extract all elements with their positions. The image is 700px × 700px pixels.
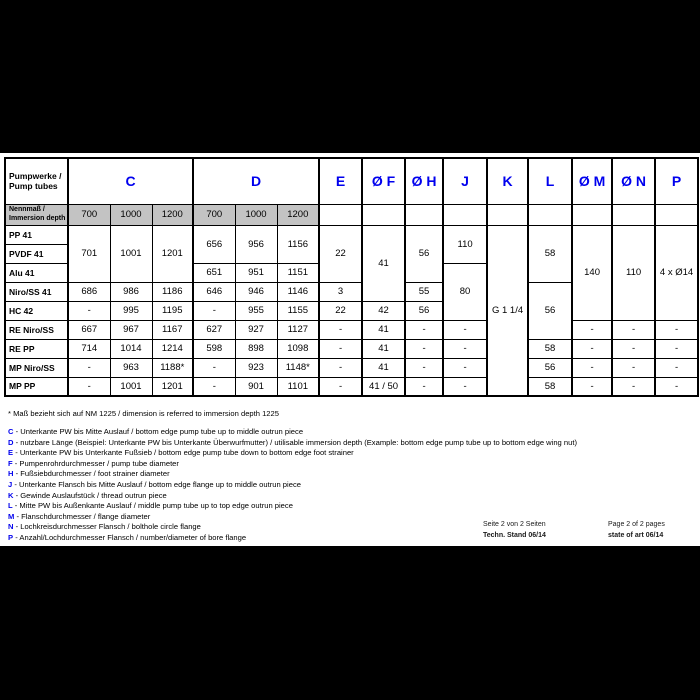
legend-text: - Fußsiebdurchmesser / foot strainer diameter xyxy=(13,469,170,479)
value-cell: - xyxy=(572,339,612,358)
value-cell: 901 xyxy=(235,377,277,396)
value-cell: 56 xyxy=(405,225,443,282)
value-cell: 923 xyxy=(235,358,277,377)
value-cell: 1167 xyxy=(152,320,193,339)
value-cell: - xyxy=(319,320,362,339)
footnote: * Maß bezieht sich auf NM 1225 / dimension is referred to immersion depth 1225 xyxy=(8,409,279,418)
value-cell: 110 xyxy=(612,225,655,320)
value-cell: 58 xyxy=(528,225,572,282)
value-cell: - xyxy=(612,377,655,396)
column-header-øh: Ø H xyxy=(405,158,443,204)
value-cell: 927 xyxy=(235,320,277,339)
column-header-e: E xyxy=(319,158,362,204)
row-label: RE PP xyxy=(5,339,68,358)
value-cell: 1098 xyxy=(277,339,319,358)
legend-text: - Unterkante PW bis Mitte Auslauf / bottom edge pump tube up to middle outrun piece xyxy=(13,427,304,436)
legend-line-J xyxy=(8,480,577,491)
immersion-depth-cell: 1000 xyxy=(235,204,277,225)
legend-text: - Mitte PW bis Außenkante Auslauf / middle pump tube up to top edge outrun piece xyxy=(12,501,293,511)
value-cell: 1188* xyxy=(152,358,193,377)
value-cell: - xyxy=(193,301,235,320)
legend-text: - Lochkreisdurchmesser Flansch / bolthole circle flange xyxy=(13,522,201,532)
value-cell: 1148* xyxy=(277,358,319,377)
column-header-øn: Ø N xyxy=(612,158,655,204)
value-cell: 1001 xyxy=(110,225,152,282)
value-cell: 598 xyxy=(193,339,235,358)
value-cell: - xyxy=(319,377,362,396)
value-cell: 4 x Ø14 xyxy=(655,225,698,320)
page-footer-german xyxy=(483,521,546,539)
value-cell: - xyxy=(443,358,487,377)
value-cell: 42 xyxy=(362,301,405,320)
table-row xyxy=(5,339,698,358)
value-cell: - xyxy=(655,320,698,339)
immersion-depth-cell xyxy=(443,204,487,225)
value-cell: 656 xyxy=(193,225,235,263)
value-cell: 995 xyxy=(110,301,152,320)
legend-line-L xyxy=(8,501,577,512)
value-cell: 1214 xyxy=(152,339,193,358)
legend-key: L xyxy=(8,501,13,511)
immersion-depth-label: Nennmaß / Immersion depth xyxy=(5,204,68,225)
value-cell: 22 xyxy=(319,301,362,320)
immersion-depth-cell xyxy=(362,204,405,225)
value-cell: 1001 xyxy=(110,377,152,396)
tech-state-de: Techn. Stand 06/14 xyxy=(483,532,546,539)
value-cell: - xyxy=(572,320,612,339)
value-cell: - xyxy=(655,339,698,358)
legend-text: - Pumpenrohrdurchmesser / pump tube diameter xyxy=(12,458,179,468)
value-cell: - xyxy=(405,320,443,339)
value-cell: 1127 xyxy=(277,320,319,339)
column-header-l: L xyxy=(528,158,572,204)
value-cell: 1155 xyxy=(277,301,319,320)
value-cell: - xyxy=(193,358,235,377)
value-cell: - xyxy=(612,339,655,358)
immersion-depth-cell xyxy=(319,204,362,225)
value-cell: 1146 xyxy=(277,282,319,301)
value-cell: - xyxy=(572,358,612,377)
value-cell: - xyxy=(655,358,698,377)
value-cell: - xyxy=(68,358,110,377)
legend-key: P xyxy=(8,532,14,542)
legend-key: D xyxy=(8,437,14,447)
corner-label: Pumpwerke / Pump tubes xyxy=(5,158,68,204)
immersion-depth-cell xyxy=(572,204,612,225)
legend-text: - Gewinde Auslaufstück / thread outrun piece xyxy=(13,490,167,500)
row-label: HC 42 xyxy=(5,301,68,320)
table-row xyxy=(5,225,698,244)
legend-key: C xyxy=(8,427,14,436)
value-cell: 951 xyxy=(235,263,277,282)
value-cell: 967 xyxy=(110,320,152,339)
legend-line-F xyxy=(8,459,577,470)
value-cell: 41 / 50 xyxy=(362,377,405,396)
pump-tube-dimension-table xyxy=(4,157,699,397)
tech-state-en: state of art 06/14 xyxy=(608,532,664,539)
legend-text: - Unterkante PW bis Unterkante Fußsieb / bottom edge pump tube down to bottom edge foot strainer xyxy=(13,448,354,458)
row-label: PVDF 41 xyxy=(5,244,68,263)
value-cell: G 1 1/4 xyxy=(487,225,528,396)
value-cell: 701 xyxy=(68,225,110,282)
legend-text: - Unterkante Flansch bis Mitte Auslauf / bottom edge flange up to middle outrun piece xyxy=(12,479,301,489)
row-label: RE Niro/SS xyxy=(5,320,68,339)
value-cell: 1101 xyxy=(277,377,319,396)
page-number-en: Page 2 of 2 pages xyxy=(608,521,665,528)
column-header-d: D xyxy=(193,158,319,204)
value-cell: 58 xyxy=(528,339,572,358)
immersion-depth-cell xyxy=(528,204,572,225)
immersion-depth-cell xyxy=(405,204,443,225)
immersion-depth-cell: 700 xyxy=(193,204,235,225)
table-row xyxy=(5,320,698,339)
immersion-depth-cell: 700 xyxy=(68,204,110,225)
value-cell: 41 xyxy=(362,358,405,377)
row-label: MP PP xyxy=(5,377,68,396)
table-header-row xyxy=(5,158,698,204)
legend-key: K xyxy=(8,490,14,500)
legend-text: - nutzbare Länge (Beispiel: Unterkante PW bis Unterkante Überwurfmutter) / utilisable immersion depth (Example: bottom edge pump tube up to bottom edge wing nut) xyxy=(13,437,577,447)
value-cell: 667 xyxy=(68,320,110,339)
row-label: PP 41 xyxy=(5,225,68,244)
value-cell: - xyxy=(193,377,235,396)
value-cell: 56 xyxy=(528,282,572,339)
column-header-c: C xyxy=(68,158,193,204)
value-cell: - xyxy=(319,339,362,358)
column-header-p: P xyxy=(655,158,698,204)
value-cell: - xyxy=(572,377,612,396)
value-cell: 110 xyxy=(443,225,487,263)
legend-line-E xyxy=(8,448,577,459)
value-cell: 1201 xyxy=(152,225,193,282)
value-cell: 56 xyxy=(405,301,443,320)
immersion-depth-cell xyxy=(655,204,698,225)
value-cell: 41 xyxy=(362,320,405,339)
value-cell: - xyxy=(405,377,443,396)
legend-line-C xyxy=(8,427,577,438)
value-cell: 955 xyxy=(235,301,277,320)
table-row xyxy=(5,358,698,377)
page-number-de: Seite 2 von 2 Seiten xyxy=(483,521,546,528)
immersion-depth-cell: 1200 xyxy=(152,204,193,225)
value-cell: 41 xyxy=(362,339,405,358)
row-label: Alu 41 xyxy=(5,263,68,282)
value-cell: 1201 xyxy=(152,377,193,396)
legend-line-H xyxy=(8,469,577,480)
document-page xyxy=(0,153,700,546)
immersion-depth-row xyxy=(5,204,698,225)
value-cell: 898 xyxy=(235,339,277,358)
value-cell: - xyxy=(405,339,443,358)
legend-key: F xyxy=(8,458,13,468)
value-cell: 963 xyxy=(110,358,152,377)
value-cell: 3 xyxy=(319,282,362,301)
value-cell: - xyxy=(612,358,655,377)
value-cell: 627 xyxy=(193,320,235,339)
column-header-øf: Ø F xyxy=(362,158,405,204)
value-cell: - xyxy=(405,358,443,377)
immersion-depth-cell xyxy=(487,204,528,225)
value-cell: 56 xyxy=(528,358,572,377)
immersion-depth-cell xyxy=(612,204,655,225)
value-cell: - xyxy=(443,377,487,396)
legend-text: - Flanschdurchmesser / flange diameter xyxy=(14,511,151,521)
value-cell: - xyxy=(68,377,110,396)
value-cell: 946 xyxy=(235,282,277,301)
legend-text: - Anzahl/Lochdurchmesser Flansch / number/diameter of bore flange xyxy=(13,532,247,542)
immersion-depth-cell: 1200 xyxy=(277,204,319,225)
value-cell: 651 xyxy=(193,263,235,282)
legend-key: E xyxy=(8,448,14,458)
value-cell: - xyxy=(68,301,110,320)
value-cell: 714 xyxy=(68,339,110,358)
table-row xyxy=(5,377,698,396)
value-cell: 686 xyxy=(68,282,110,301)
legend-line-D xyxy=(8,438,577,449)
value-cell: 55 xyxy=(405,282,443,301)
row-label: MP Niro/SS xyxy=(5,358,68,377)
row-label: Niro/SS 41 xyxy=(5,282,68,301)
value-cell: 41 xyxy=(362,225,405,301)
column-header-j: J xyxy=(443,158,487,204)
value-cell: 1195 xyxy=(152,301,193,320)
immersion-depth-cell: 1000 xyxy=(110,204,152,225)
value-cell: 58 xyxy=(528,377,572,396)
value-cell: - xyxy=(319,358,362,377)
value-cell: - xyxy=(443,339,487,358)
value-cell: 1186 xyxy=(152,282,193,301)
value-cell: - xyxy=(443,320,487,339)
value-cell: - xyxy=(655,377,698,396)
legend-key: N xyxy=(8,522,14,532)
legend-line-K xyxy=(8,491,577,502)
value-cell: 1156 xyxy=(277,225,319,263)
value-cell: 140 xyxy=(572,225,612,320)
value-cell: 986 xyxy=(110,282,152,301)
value-cell: 956 xyxy=(235,225,277,263)
column-header-øm: Ø M xyxy=(572,158,612,204)
page-footer-english xyxy=(608,521,665,539)
value-cell: 646 xyxy=(193,282,235,301)
legend-key: J xyxy=(8,479,13,489)
legend-key: M xyxy=(8,511,15,521)
value-cell: 80 xyxy=(443,263,487,320)
value-cell: 1151 xyxy=(277,263,319,282)
value-cell: 1014 xyxy=(110,339,152,358)
column-header-k: K xyxy=(487,158,528,204)
value-cell: 22 xyxy=(319,225,362,282)
legend-key: H xyxy=(8,469,14,479)
value-cell: - xyxy=(612,320,655,339)
